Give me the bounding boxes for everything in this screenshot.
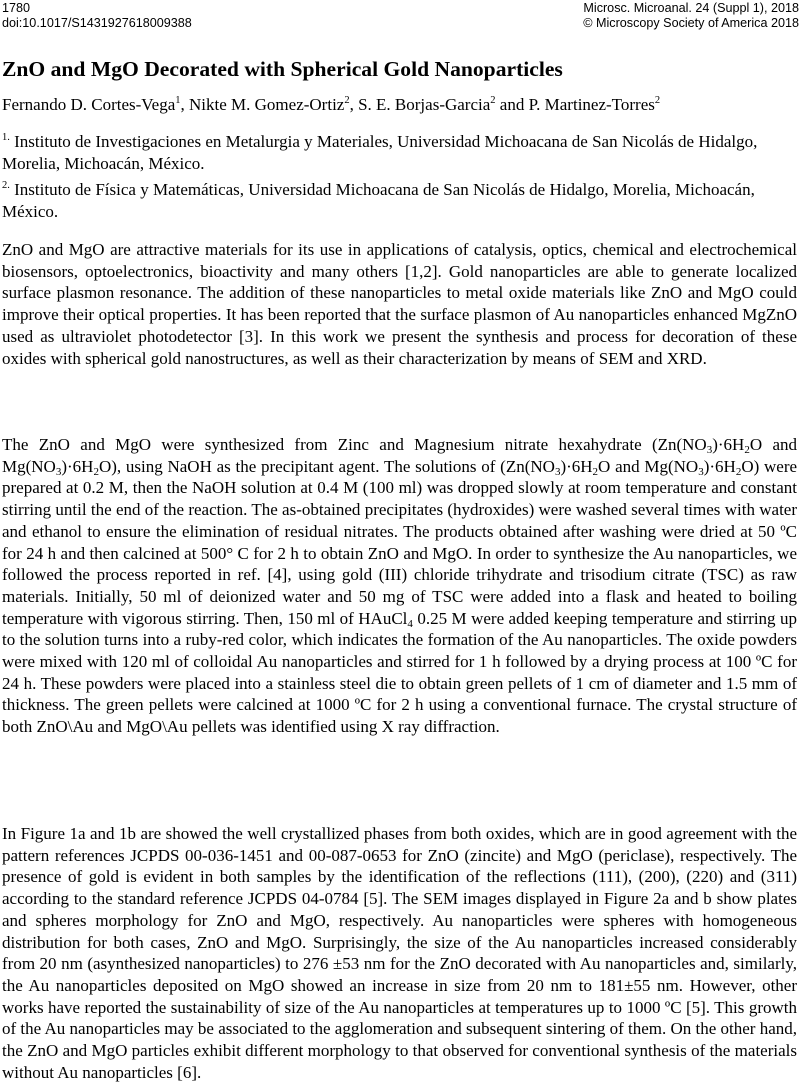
author-list xyxy=(2,95,660,115)
author-separator: , xyxy=(349,95,359,114)
author-separator: and xyxy=(495,95,529,114)
text-run: The ZnO and MgO were synthesized from Zinc and Magnesium nitrate hexahydrate (Zn(NO xyxy=(2,435,707,454)
author-affiliation-mark: 2 xyxy=(344,95,350,106)
paragraph-introduction: ZnO and MgO are attractive materials for its use in applications of catalysis, optics, chemical and electrochemical biosensors, optoelectronics, bioactivity and many others [1,2]. Gold nanoparticles are able to generate localized surface plasmon resonance. The addition of these nanoparticles to metal oxide materials like ZnO and MgO could improve their optical properties. It has been reported that the surface plasmon of Au nanoparticles enhanced MgZnO used as ultraviolet photodetector [3]. In this work we present the synthesis and process for decoration of these oxides with spherical gold nanostructures, as well as their characterization by means of SEM and XRD. xyxy=(2,240,797,368)
subscript: 3 xyxy=(706,444,713,456)
affiliation-text: Instituto de Física y Matemáticas, Universidad Michoacana de San Nicolás de Hidalgo, Morelia, Michoacán, México. xyxy=(2,180,755,221)
text-run: O and Mg(NO xyxy=(598,456,699,476)
author-name: P. Martinez-Torres xyxy=(528,95,655,114)
text-run: )·6H xyxy=(712,435,745,454)
author-name: S. E. Borjas-Garcia xyxy=(358,95,491,114)
author-name: Fernando D. Cortes-Vega xyxy=(2,95,176,114)
paper-title: ZnO and MgO Decorated with Spherical Gold Nanoparticles xyxy=(2,57,563,81)
paragraph-results: In Figure 1a and 1b are showed the well crystallized phases from both oxides, which are in good agreement with the pattern references JCPDS 00-036-1451 and 00-087-0653 for ZnO (zincite) and MgO (periclase), respectively. The presence of gold is evident in both samples by the identification of the reflections (111), (200), (220) and (311) according to the standard reference JCPDS 04-0784 [5]. The SEM images displayed in Figure 2a and b show plates and spheres morphology for ZnO and MgO, respectively. Au nanoparticles were spheres with homogeneous distribution for both cases, ZnO and MgO. Surprisingly, the size of the Au nanoparticles increased considerably from 20 nm (asynthesized nanoparticles) to 276 ±53 nm for the ZnO decorated with Au nanoparticles and, similarly, the Au nanoparticles deposited on MgO showed an increase in size from 20 nm to 181±55 nm. However, other works have reported the sustainability of size of the Au nanoparticles at temperatures up to 1000 ºC [5]. This growth of the Au nanoparticles may be associated to the agglomeration and subsequent sintering of them. On the other hand, the ZnO and MgO particles exhibit different morphology to that observed for conventional synthesis of the materials without Au nanoparticles [6]. xyxy=(2,824,798,1082)
copyright: © Microscopy Society of America 2018 xyxy=(583,16,799,30)
text-run: )·6H xyxy=(703,456,736,476)
subscript: 2 xyxy=(93,465,99,478)
paragraph-methods xyxy=(2,434,797,738)
author-affiliation-mark: 2 xyxy=(490,95,496,106)
doi: doi:10.1017/S1431927618009388 xyxy=(2,16,192,30)
subscript: 3 xyxy=(554,465,561,478)
author-separator: , xyxy=(180,95,190,114)
author-name: Nikte M. Gomez-Ortiz xyxy=(189,95,345,114)
text-run: O) were prepared at 0.2 M, then the NaOH solution at 0.4 M (100 ml) was dropped slowly at room temperature and constant stirring until the end of the reaction. The as-obtained precipitates (hydroxides) were washed several times with water and ethanol to ensure the elimination of residual nitrates. The products obtained after washing were dried at 50 ºC for 24 h and then calcined at 500° C for 2 h to obtain ZnO and MgO. In order to synthesize the Au nanoparticles, we followed the process reported in ref. [4], using gold (III) chloride trihydrate and trisodium citrate (TSC) as raw materials. Initially, 50 ml of deionized water and 50 mg of TSC were added into a flask and heated to boiling temperature with vigorous stirring. Then, 150 ml of HAuCl xyxy=(2,456,798,628)
subscript: 2 xyxy=(735,465,742,478)
text-run: 0.25 M were added keeping temperature and stirring up to the solution turns into a ruby-red color, which indicates the formation of the Au nanoparticles. The oxide powders were mixed with 120 ml of colloidal Au nanoparticles and stirred for 1 h followed by a drying process at 100 ºC for 24 h. These powders were placed into a stainless steel die to obtain green pellets of 1 cm of diameter and 1.5 mm of thickness. The green pellets were calcined at 1000 ºC for 2 h using a conventional furnace. The crystal structure of both ZnO\Au and MgO\Au pellets was identified using X ray diffraction. xyxy=(2,608,797,737)
affiliation-text: Instituto de Investigaciones en Metalurgia y Materiales, Universidad Michoacana de San Nicolás de Hidalgo, Morelia, Michoacán, México. xyxy=(2,132,758,173)
text-run: O and Mg(NO xyxy=(2,435,797,476)
subscript: 2 xyxy=(592,465,599,478)
text-run: )·6H xyxy=(560,456,593,476)
subscript: 3 xyxy=(55,465,62,478)
affiliation-1 xyxy=(2,131,792,174)
affiliation-2 xyxy=(2,179,792,222)
affiliation-mark: 2. xyxy=(2,180,10,191)
author-affiliation-mark: 2 xyxy=(654,95,661,106)
subscript: 2 xyxy=(744,444,750,456)
journal-citation: Microsc. Microanal. 24 (Suppl 1), 2018 xyxy=(583,1,799,15)
running-header-top xyxy=(2,0,800,16)
subscript: 3 xyxy=(698,465,704,478)
page-number: 1780 xyxy=(2,1,31,15)
text-run: O), using NaOH as the precipitant agent. The solutions of (Zn(NO xyxy=(98,456,555,476)
text-run: )·6H xyxy=(61,456,94,476)
author-affiliation-mark: 1 xyxy=(175,95,181,106)
running-header-bottom xyxy=(2,15,800,31)
subscript: 4 xyxy=(407,617,413,630)
affiliation-mark: 1. xyxy=(2,132,10,143)
